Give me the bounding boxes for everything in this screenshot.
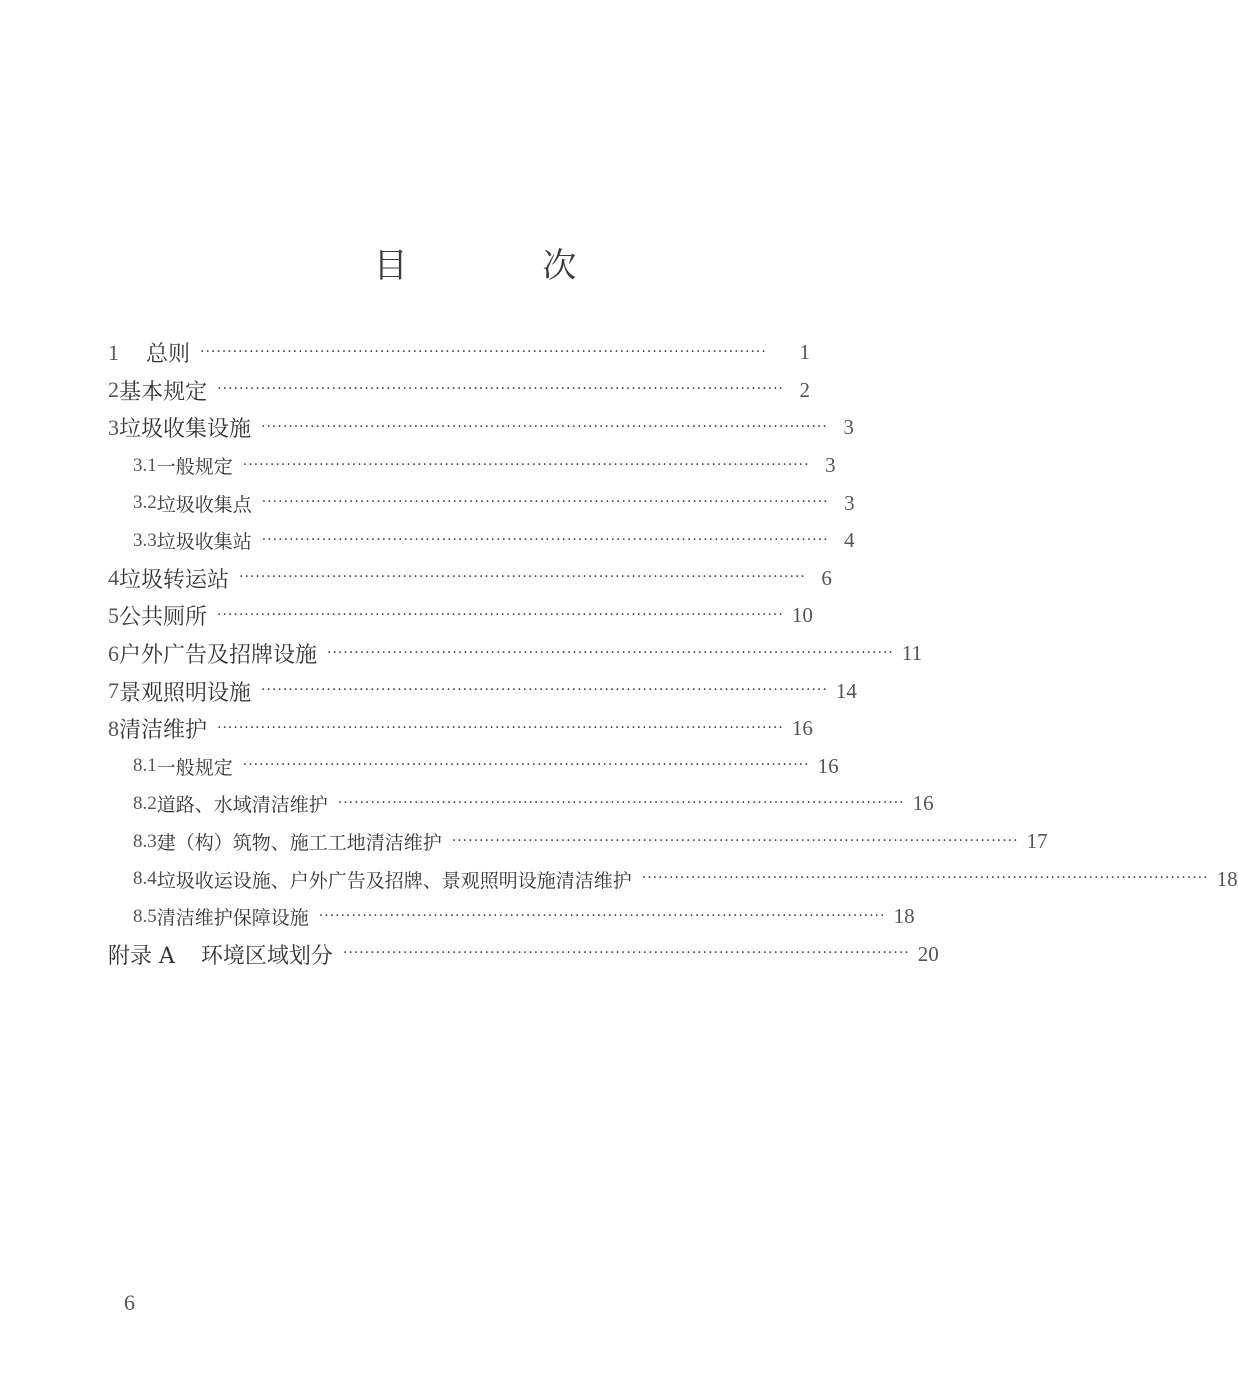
toc-entry-number: 3.2 (133, 492, 157, 514)
toc-entry-page: 20 (917, 941, 939, 966)
toc-entry-number: 3 (108, 414, 119, 440)
footer-page-number: 6 (124, 1290, 135, 1315)
toc-entry[interactable] (108, 597, 813, 635)
toc-entry-title: 一般规定 (156, 456, 233, 479)
toc-entry-number: 2 (108, 377, 119, 403)
toc-entry-page: 3 (825, 453, 836, 478)
toc-entry-number: 8.1 (133, 755, 157, 777)
toc-entry[interactable] (108, 748, 839, 786)
dot-leader: ········································································································ (337, 794, 905, 811)
toc-entry-title: 一般规定 (156, 756, 233, 779)
toc-entry-page: 18 (893, 904, 915, 929)
toc-entry-number: 8 (108, 715, 119, 741)
toc-entry-number: 3.3 (133, 529, 157, 551)
dot-leader: ········································································································ (261, 531, 829, 548)
dot-leader: ········································································································ (217, 606, 784, 623)
page-title: 目 次 (373, 246, 639, 286)
toc-entry[interactable] (108, 484, 855, 522)
toc-entry[interactable] (108, 522, 855, 560)
toc-entry-title: 垃圾收运设施、户外广告及招牌、景观照明设施清洁维护 (156, 869, 632, 892)
toc-entry-number: 3.1 (133, 454, 157, 476)
toc-entry-title: 公共厕所 (119, 605, 208, 631)
toc-entry-title: 道路、水域清洁维护 (156, 794, 328, 817)
toc-entry-page: 18 (1216, 866, 1238, 891)
toc-entry[interactable] (108, 710, 813, 748)
dot-leader: ········································································································ (641, 870, 1209, 887)
toc-entry-title: 清洁维护 (119, 718, 208, 744)
toc-entry-number: 7 (108, 678, 119, 704)
table-of-contents (108, 334, 1238, 973)
toc-entry[interactable] (108, 823, 1048, 861)
dot-leader: ········································································································ (217, 381, 784, 398)
toc-entry-number: 8.2 (133, 792, 157, 814)
dot-leader: ········································································································ (239, 569, 806, 586)
dot-leader: ········································································································ (327, 644, 894, 661)
toc-entry-title: 垃圾转运站 (119, 567, 230, 593)
toc-entry-title: 垃圾收集站 (156, 531, 252, 554)
toc-entry-title: 垃圾收集点 (156, 493, 252, 516)
toc-entry[interactable] (108, 409, 854, 447)
dot-leader: ········································································································ (261, 682, 828, 699)
toc-entry-number: 5 (108, 602, 119, 628)
toc-entry[interactable] (108, 860, 1238, 898)
toc-entry-title: 环境区域划分 (200, 943, 333, 969)
toc-entry[interactable] (108, 785, 934, 823)
toc-entry-page: 14 (835, 678, 857, 703)
toc-entry-title: 清洁维护保障设施 (156, 907, 309, 930)
toc-entry-number: 4 (108, 565, 119, 591)
toc-appendix-prefix: 附录 A (108, 943, 175, 969)
toc-entry-title: 景观照明设施 (119, 680, 252, 706)
toc-entry-page: 10 (791, 603, 813, 628)
toc-entry-number: 8.3 (133, 830, 157, 852)
toc-entry[interactable] (108, 372, 810, 410)
dot-leader: ········································································································ (451, 832, 1019, 849)
toc-entry[interactable] (108, 672, 857, 710)
dot-leader: ········································································································ (242, 757, 810, 774)
toc-entry-page: 4 (844, 528, 855, 553)
toc-entry[interactable] (108, 334, 810, 372)
toc-entry-title: 总则 (146, 342, 191, 368)
toc-entry[interactable] (108, 447, 836, 485)
dot-leader: ········································································································ (261, 418, 828, 435)
toc-entry-title: 垃圾收集设施 (119, 417, 252, 443)
toc-entry-number: 1 (108, 339, 119, 365)
dot-leader: ········································································································ (342, 945, 910, 962)
dot-leader: ········································································································ (318, 907, 886, 924)
toc-entry-page: 3 (843, 415, 854, 440)
toc-entry-page: 16 (912, 791, 934, 816)
toc-entry-title: 建（构）筑物、施工工地清洁维护 (156, 832, 442, 855)
toc-entry-number: 8.5 (133, 905, 157, 927)
toc-entry-page: 16 (817, 753, 839, 778)
toc-entry[interactable] (108, 635, 923, 673)
toc-entry-page: 1 (799, 340, 810, 365)
toc-entry-page: 11 (901, 641, 923, 666)
toc-entry-page: 6 (821, 565, 832, 590)
dot-leader: ········································································································ (242, 456, 810, 473)
toc-entry-number: 8.4 (133, 868, 157, 890)
toc-entry[interactable] (108, 898, 915, 936)
toc-entry[interactable] (108, 560, 832, 598)
toc-entry-page: 2 (799, 377, 810, 402)
toc-entry-title: 户外广告及招牌设施 (119, 643, 318, 669)
toc-entry-page: 17 (1026, 829, 1048, 854)
dot-leader: ········································································································ (217, 719, 784, 736)
toc-entry-appendix[interactable] (108, 936, 939, 974)
toc-entry-number: 6 (108, 640, 119, 666)
toc-entry-title: 基本规定 (119, 379, 208, 405)
toc-entry-page: 3 (844, 490, 855, 515)
dot-leader: ········································································································ (261, 494, 829, 511)
dot-leader: ········································································································ (200, 343, 767, 360)
toc-entry-page: 16 (791, 716, 813, 741)
